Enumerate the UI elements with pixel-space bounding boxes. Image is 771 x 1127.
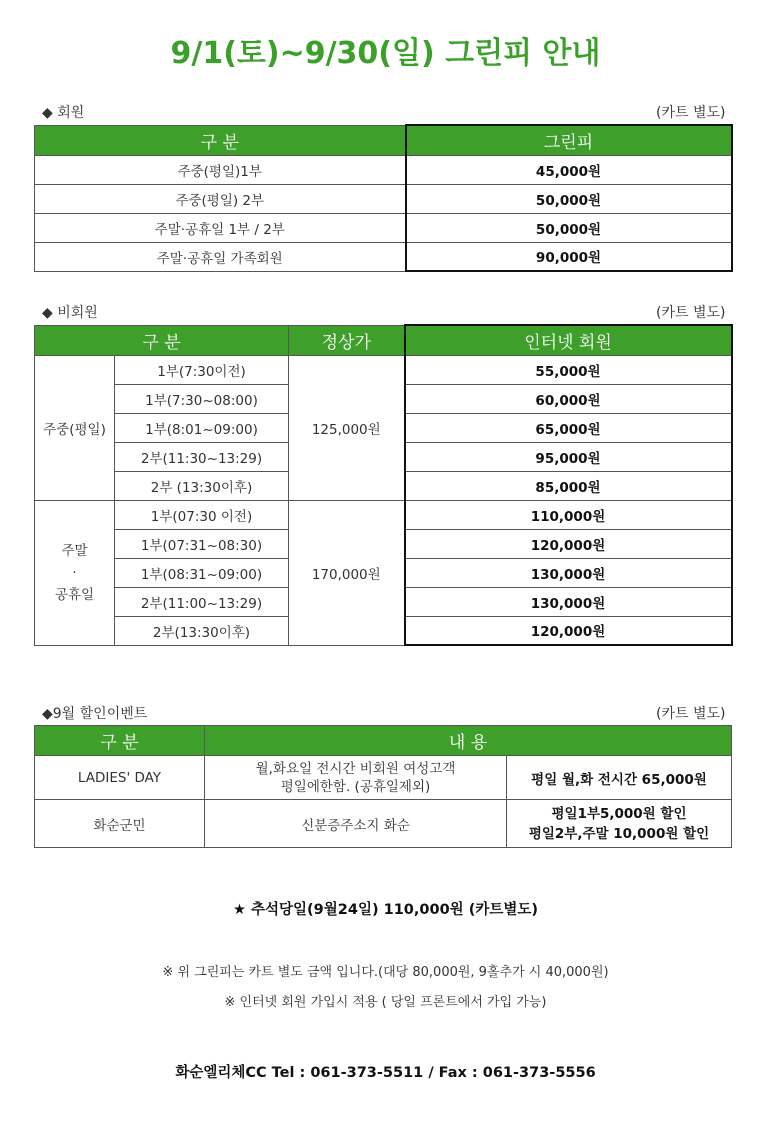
event-desc-line: 월,화요일 전시간 비회원 여성고객: [255, 760, 456, 777]
event-header-category: 구 분: [35, 726, 205, 756]
member-row-fee: 50,000원: [406, 213, 732, 242]
weekday-regular-price: 125,000원: [289, 355, 405, 500]
member-header-category: 구 분: [35, 125, 406, 155]
nonmember-fee-table: [34, 324, 733, 646]
nonmember-cart-note: (카트 별도): [656, 305, 726, 321]
nonmember-header-category: 구 분: [35, 325, 289, 355]
member-fee-table: [34, 124, 733, 272]
member-row-category: 주말·공휴일 1부 / 2부: [35, 213, 406, 242]
weekday-internet-fee: 60,000원: [405, 384, 732, 413]
weekend-time-slot: 2부(13:30이후): [115, 616, 289, 645]
nonmember-header-regular-price: 정상가: [289, 325, 405, 355]
weekend-internet-fee: 110,000원: [405, 500, 732, 529]
weekday-group-label: 주중(평일): [35, 355, 115, 500]
weekday-time-slot: 1부(8:01~09:00): [115, 413, 289, 442]
weekday-internet-fee: 85,000원: [405, 471, 732, 500]
nonmember-section-label: ◆ 비회원: [42, 305, 98, 321]
event-price-line: 평일1부5,000원 할인: [551, 805, 687, 822]
member-row-fee: 50,000원: [406, 184, 732, 213]
note-cart-excluded: ※ 위 그린피는 카트 별도 금액 입니다.(대당 80,000원, 9홀추가 시 40,000원): [162, 965, 609, 980]
chuseok-notice: ★ 추석당일(9월24일) 110,000원 (카트별도): [232, 902, 539, 918]
weekend-group-line3: 공휴일: [54, 586, 95, 603]
member-section-label: ◆ 회원: [42, 105, 85, 121]
event-row-name: 화순군민: [35, 800, 205, 848]
event-table: [34, 725, 732, 848]
weekend-time-slot: 2부(11:00~13:29): [115, 587, 289, 616]
event-row-name: LADIES' DAY: [35, 756, 205, 800]
event-cart-note: (카트 별도): [656, 706, 726, 722]
event-price-line: 평일2부,주말 10,000원 할인: [528, 825, 710, 842]
member-row-category: 주중(평일) 2부: [35, 184, 406, 213]
weekday-time-slot: 1부(7:30이전): [115, 355, 289, 384]
member-row-fee: 45,000원: [406, 155, 732, 184]
weekend-group-line1: 주말: [61, 542, 88, 559]
member-row-category: 주말·공휴일 가족회원: [35, 242, 406, 271]
event-section-label: ◆9월 할인이벤트: [42, 706, 148, 722]
weekend-group-line2: ·: [72, 564, 77, 581]
member-row-fee: 90,000원: [406, 242, 732, 271]
nonmember-header-internet-member: 인터넷 회원: [405, 325, 732, 355]
weekday-time-slot: 2부 (13:30이후): [115, 471, 289, 500]
weekend-internet-fee: 130,000원: [405, 587, 732, 616]
weekend-internet-fee: 130,000원: [405, 558, 732, 587]
event-row-price: 평일 월,화 전시간 65,000원: [507, 756, 732, 800]
member-header-greenfee: 그린피: [406, 125, 732, 155]
weekend-time-slot: 1부(07:30 이전): [115, 500, 289, 529]
weekday-internet-fee: 55,000원: [405, 355, 732, 384]
page-title: 9/1(토)~9/30(일) 그린피 안내: [170, 36, 601, 71]
weekend-time-slot: 1부(07:31~08:30): [115, 529, 289, 558]
weekend-internet-fee: 120,000원: [405, 616, 732, 645]
weekday-time-slot: 1부(7:30~08:00): [115, 384, 289, 413]
member-cart-note: (카트 별도): [656, 105, 726, 121]
event-header-content: 내 용: [205, 726, 732, 756]
event-row-description: [205, 756, 507, 800]
weekend-regular-price: 170,000원: [289, 500, 405, 645]
weekend-group-label: [35, 500, 115, 645]
weekday-time-slot: 2부(11:30~13:29): [115, 442, 289, 471]
event-desc-line: 평일에한함. (공휴일제외): [280, 778, 431, 795]
event-row-price: [507, 800, 732, 848]
weekday-internet-fee: 65,000원: [405, 413, 732, 442]
weekend-internet-fee: 120,000원: [405, 529, 732, 558]
member-row-category: 주중(평일)1부: [35, 155, 406, 184]
note-internet-member: ※ 인터넷 회원 가입시 적용 ( 당일 프론트에서 가입 가능): [224, 995, 547, 1010]
event-row-description: 신분증주소지 화순: [205, 800, 507, 848]
weekend-time-slot: 1부(08:31~09:00): [115, 558, 289, 587]
weekday-internet-fee: 95,000원: [405, 442, 732, 471]
footer-contact: 화순엘리체CC Tel : 061-373-5511 / Fax : 061-373-5556: [175, 1065, 596, 1081]
